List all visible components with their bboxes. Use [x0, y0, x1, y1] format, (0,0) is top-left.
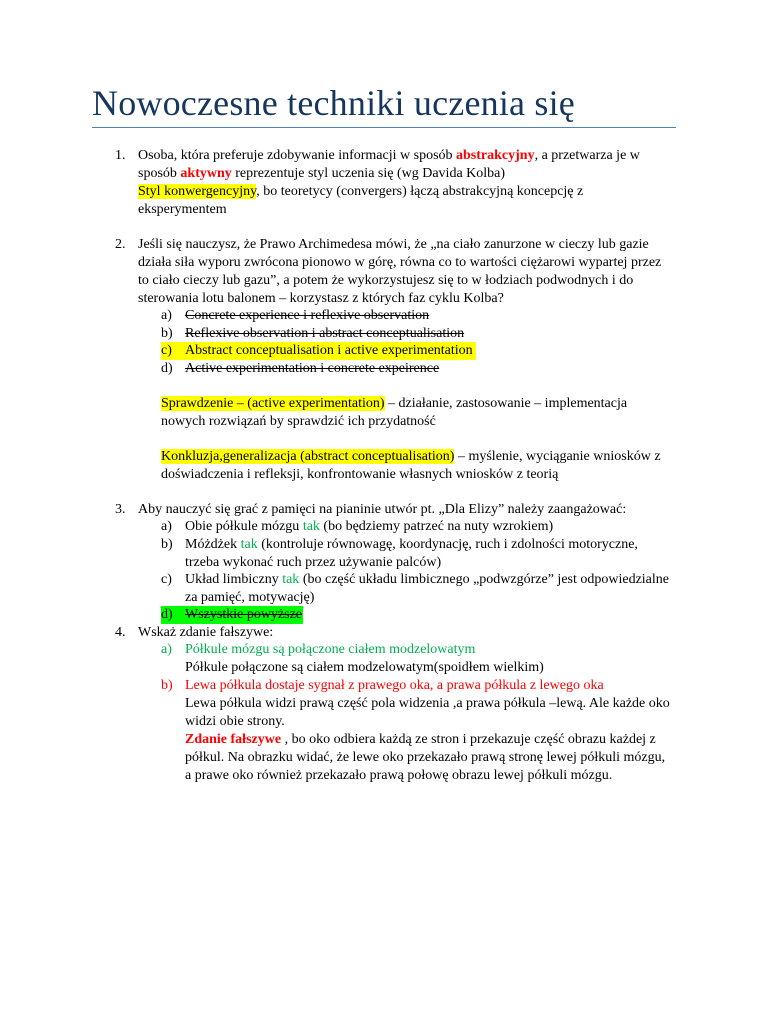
q3-line-1: Aby nauczyć się grać z pamięci na pianinie utwór pt. „Dla Elizy” należy zaangażować:	[138, 502, 627, 517]
q3-option-text: Układ limbiczny	[185, 572, 283, 587]
q3-tak-mark: tak	[302, 519, 320, 534]
q2-option-a: Concrete experience i reflexive observation	[185, 308, 430, 323]
q2-note-1-line-2: nowych rozwiązań by sprawdzić ich przydatność	[161, 414, 436, 429]
q2-note-2-line-1	[161, 448, 661, 466]
q4-option-letter: b)	[161, 678, 173, 693]
q1-text: Osoba, która preferuje zdobywanie informacji w sposób	[138, 148, 457, 163]
q3-option-d: Wszystkie powyższe	[185, 607, 303, 622]
q4-option-b-explanation: półkul. Na obrazku widać, że lewe oko przekazało prawą stronę lewej półkuli mózgu,	[185, 750, 666, 765]
q3-option-c	[185, 571, 669, 589]
q1-line-1	[138, 147, 640, 165]
q3-option-letter: d)	[161, 607, 173, 622]
q2-note-1-line-1	[161, 395, 627, 413]
q2-note-2-highlight: Konkluzja,generalizacja (abstract conceptualisation)	[161, 449, 455, 464]
q4-option-a-explanation: Półkule połączone są ciałem modzelowatym(spoidłem wielkim)	[185, 660, 544, 675]
q3-option-text: (bo część układu limbicznego „podwzgórze” jest odpowiedzialne	[299, 572, 669, 587]
q2-option-letter: b)	[161, 326, 173, 341]
q3-tak-mark: tak	[240, 537, 258, 552]
q3-option-letter: c)	[161, 572, 172, 587]
q4-line-1: Wskaż zdanie fałszywe:	[138, 625, 274, 640]
q4-option-b: Lewa półkula dostaje sygnał z prawego oka, a prawa półkula z lewego oka	[185, 678, 604, 693]
q4-option-b-explanation: a prawe oko również przekazało prawą połowę obrazu lewej półkuli mózgu.	[185, 768, 613, 783]
q1-text: sposób	[138, 166, 181, 181]
q2-option-letter: a)	[161, 308, 172, 323]
q1-keyword-aktywny: aktywny	[180, 166, 232, 181]
q4-false-label: Zdanie fałszywe	[185, 732, 282, 747]
q3-option-text: Móżdżek	[185, 537, 241, 552]
q2-option-b: Reflexive observation i abstract conceptualisation	[185, 326, 465, 341]
q2-option-c: Abstract conceptualisation i active experimentation	[185, 343, 473, 358]
q3-option-text: (bo będziemy patrzeć na nuty wzrokiem)	[319, 519, 554, 534]
q2-option-letter: c)	[161, 343, 172, 358]
q2-option-c-row	[161, 342, 476, 360]
q4-false-statement-line	[185, 731, 656, 749]
q3-option-d-row	[161, 606, 303, 624]
q3-option-c-cont: za pamięć, motywację)	[185, 590, 315, 605]
q4-option-b-explanation: Lewa półkula widzi prawą część pola widzenia ,a prawa półkula –lewą. Ale każde oko	[185, 696, 670, 711]
q3-option-b-cont: trzeba wykonać ruch przez używanie palców)	[185, 555, 442, 570]
q4-explanation-text: , bo oko odbiera każdą ze stron i przekazuje część obrazu każdej z	[281, 732, 656, 747]
q3-tak-mark: tak	[282, 572, 300, 587]
q1-line-3	[138, 183, 583, 201]
q1-answer-highlight: Styl konwergencyjny	[138, 184, 257, 199]
q3-option-letter: b)	[161, 537, 173, 552]
q3-option-a	[185, 518, 553, 536]
q4-number: 4.	[115, 625, 126, 640]
q2-note-text: – myślenie, wyciąganie wniosków z	[454, 449, 661, 464]
q3-option-b	[185, 536, 638, 554]
q2-line-3: to ciało cieczy lub gazu”, a potem że wykorzystujesz się to w łodziach podwodnych i do	[138, 273, 634, 288]
q2-number: 2.	[115, 237, 126, 252]
q3-option-letter: a)	[161, 519, 172, 534]
q2-note-2-line-2: doświadczenia i refleksji, konfrontowanie własnych wniosków z teorią	[161, 467, 559, 482]
q1-text: reprezentuje styl uczenia się (wg Davida Kolba)	[231, 166, 506, 181]
q2-note-text: – działanie, zastosowanie – implementacja	[384, 396, 628, 411]
q2-option-letter: d)	[161, 361, 173, 376]
q1-keyword-abstrakcyjny: abstrakcyjny	[456, 148, 535, 163]
page-title: Nowoczesne techniki uczenia się	[92, 83, 575, 123]
q4-option-a: Półkule mózgu są połączone ciałem modzelowatym	[185, 642, 476, 657]
q2-line-2: działa siła wyporu zwrócona pionowo w górę, równa co to wartości ciężarowi wypartej przez	[138, 255, 662, 270]
q3-option-text: Obie półkule mózgu	[185, 519, 303, 534]
q2-option-d: Active experimentation i concrete expeirence	[185, 361, 440, 376]
q2-line-1: Jeśli się nauczysz, że Prawo Archimedesa mówi, że „na ciało zanurzone w cieczy lub gazie	[138, 237, 649, 252]
q2-line-4: sterowania lotu balonem – korzystasz z których faz cyklu Kolba?	[138, 291, 504, 306]
q1-text: , a przetwarza je w	[534, 148, 640, 163]
q3-number: 3.	[115, 502, 126, 517]
q1-text: , bo teoretycy (convergers) łączą abstrakcyjną koncepcję z	[256, 184, 584, 199]
q3-option-text: (kontroluje równowagę, koordynację, ruch i zdolności motoryczne,	[257, 537, 638, 552]
q1-line-4: eksperymentem	[138, 202, 227, 217]
q4-option-b-explanation: widzi obie strony.	[185, 714, 285, 729]
q1-line-2	[138, 165, 505, 183]
q2-note-1-highlight: Sprawdzenie – (active experimentation)	[161, 396, 385, 411]
q1-number: 1.	[115, 148, 126, 163]
q4-option-letter: a)	[161, 642, 172, 657]
